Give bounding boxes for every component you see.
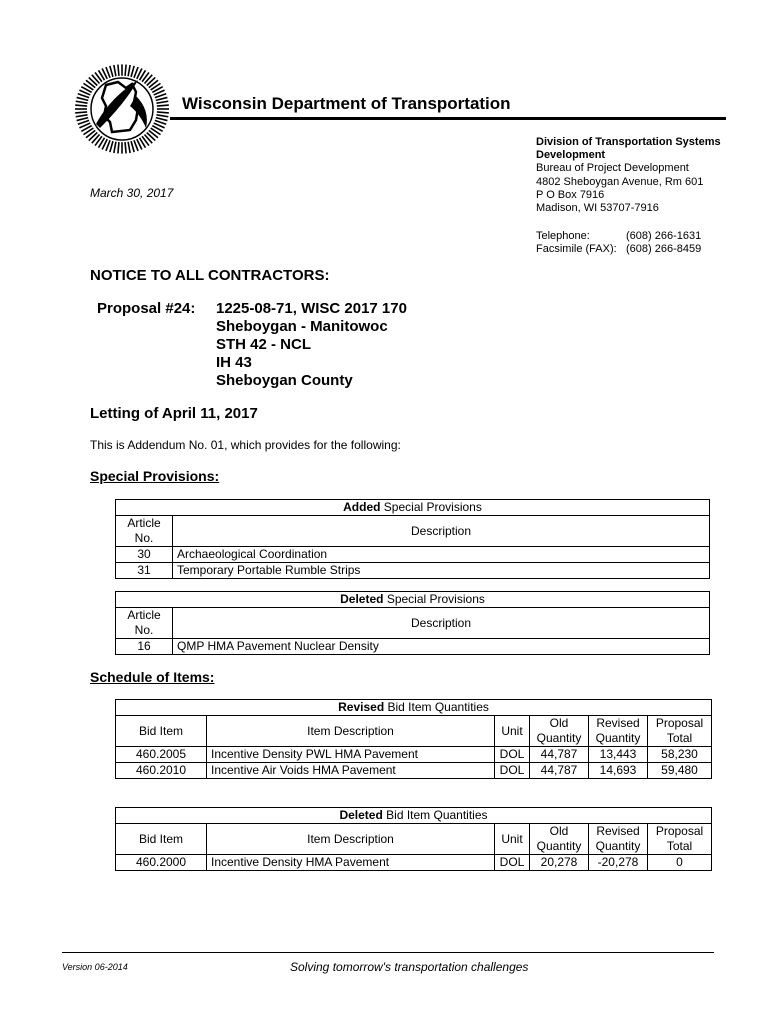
org-title: Wisconsin Department of Transportation — [182, 94, 511, 113]
added-provisions-table — [115, 499, 710, 579]
proposal-line: IH 43 — [216, 354, 252, 371]
column-header: Revised Quantity — [589, 716, 648, 747]
article-cell: 16 — [116, 639, 173, 655]
contact-block — [536, 230, 701, 256]
description-cell: QMP HMA Pavement Nuclear Density — [173, 639, 710, 655]
proposal-total-cell: 59,480 — [648, 763, 712, 779]
bid-item-cell: 460.2000 — [116, 855, 207, 871]
old-quantity-cell: 44,787 — [530, 763, 589, 779]
proposal-details — [216, 300, 407, 390]
unit-cell: DOL — [495, 763, 530, 779]
revised-quantity-cell: 14,693 — [589, 763, 648, 779]
schedule-heading: Schedule of Items: — [90, 669, 215, 685]
proposal-line: Sheboygan - Manitowoc — [216, 318, 388, 335]
footer-rule — [62, 952, 714, 953]
column-header: Unit — [495, 716, 530, 747]
old-quantity-cell: 44,787 — [530, 747, 589, 763]
description-cell: Temporary Portable Rumble Strips — [173, 563, 710, 579]
letting-date: Letting of April 11, 2017 — [90, 405, 258, 422]
column-header: Old Quantity — [530, 824, 589, 855]
bid-item-cell: 460.2010 — [116, 763, 207, 779]
table-caption: Deleted Special Provisions — [116, 592, 710, 608]
revised-quantity-cell: -20,278 — [589, 855, 648, 871]
column-header: Bid Item — [116, 716, 207, 747]
column-header: Article No. — [116, 516, 173, 547]
title-rule — [170, 117, 726, 120]
column-header: Old Quantity — [530, 716, 589, 747]
table-row — [116, 747, 712, 763]
column-header: Revised Quantity — [589, 824, 648, 855]
proposal-line: 1225-08-71, WISC 2017 170 — [216, 300, 407, 317]
unit-cell: DOL — [495, 855, 530, 871]
revised-quantity-cell: 13,443 — [589, 747, 648, 763]
unit-cell: DOL — [495, 747, 530, 763]
table-row — [116, 563, 710, 579]
deleted-provisions-table — [115, 591, 710, 655]
item-description-cell: Incentive Density HMA Pavement — [207, 855, 495, 871]
address-line: 4802 Sheboygan Avenue, Rm 601 — [536, 175, 704, 188]
old-quantity-cell: 20,278 — [530, 855, 589, 871]
division-line: Division of Transportation Systems — [536, 136, 721, 148]
table-row — [116, 547, 710, 563]
article-cell: 31 — [116, 563, 173, 579]
telephone-number: (608) 266-1631 — [626, 230, 702, 242]
description-cell: Archaeological Coordination — [173, 547, 710, 563]
table-row — [116, 639, 710, 655]
table-row — [116, 763, 712, 779]
address-line: Bureau of Project Development — [536, 162, 689, 175]
division-line: Development — [536, 149, 606, 162]
revised-bid-items-table — [115, 699, 712, 779]
address-line: Madison, WI 53707-7916 — [536, 202, 659, 215]
special-provisions-heading: Special Provisions: — [90, 468, 220, 484]
telephone-label: Telephone: — [536, 230, 590, 242]
column-header: Bid Item — [116, 824, 207, 855]
proposal-label: Proposal #24: — [97, 300, 196, 317]
bid-item-cell: 460.2005 — [116, 747, 207, 763]
article-cell: 30 — [116, 547, 173, 563]
table-row — [116, 855, 712, 871]
column-header: Proposal Total — [648, 716, 712, 747]
addendum-intro: This is Addendum No. 01, which provides for the following: — [90, 438, 401, 452]
column-header: Unit — [495, 824, 530, 855]
proposal-line: STH 42 - NCL — [216, 336, 312, 353]
table-caption: Revised Bid Item Quantities — [116, 700, 712, 716]
column-header: Article No. — [116, 608, 173, 639]
fax-label: Facsimile (FAX): — [536, 243, 617, 256]
notice-heading: NOTICE TO ALL CONTRACTORS: — [90, 267, 330, 284]
column-header: Proposal Total — [648, 824, 712, 855]
table-caption: Deleted Bid Item Quantities — [116, 808, 712, 824]
column-header: Description — [173, 516, 710, 547]
letter-date: March 30, 2017 — [90, 186, 174, 200]
column-header: Item Description — [207, 824, 495, 855]
column-header: Item Description — [207, 716, 495, 747]
item-description-cell: Incentive Air Voids HMA Pavement — [207, 763, 495, 779]
wisdot-logo — [66, 58, 178, 160]
item-description-cell: Incentive Density PWL HMA Pavement — [207, 747, 495, 763]
proposal-line: Sheboygan County — [216, 372, 353, 389]
fax-number: (608) 266-8459 — [626, 243, 702, 256]
address-line: P O Box 7916 — [536, 188, 605, 201]
column-header: Description — [173, 608, 710, 639]
version-label: Version 06-2014 — [62, 962, 128, 972]
division-address-block — [536, 136, 721, 215]
table-caption: Added Special Provisions — [116, 500, 710, 516]
proposal-total-cell: 58,230 — [648, 747, 712, 763]
deleted-bid-items-table — [115, 807, 712, 871]
footer-slogan: Solving tomorrow's transportation challenges — [290, 960, 529, 974]
proposal-total-cell: 0 — [648, 855, 712, 871]
